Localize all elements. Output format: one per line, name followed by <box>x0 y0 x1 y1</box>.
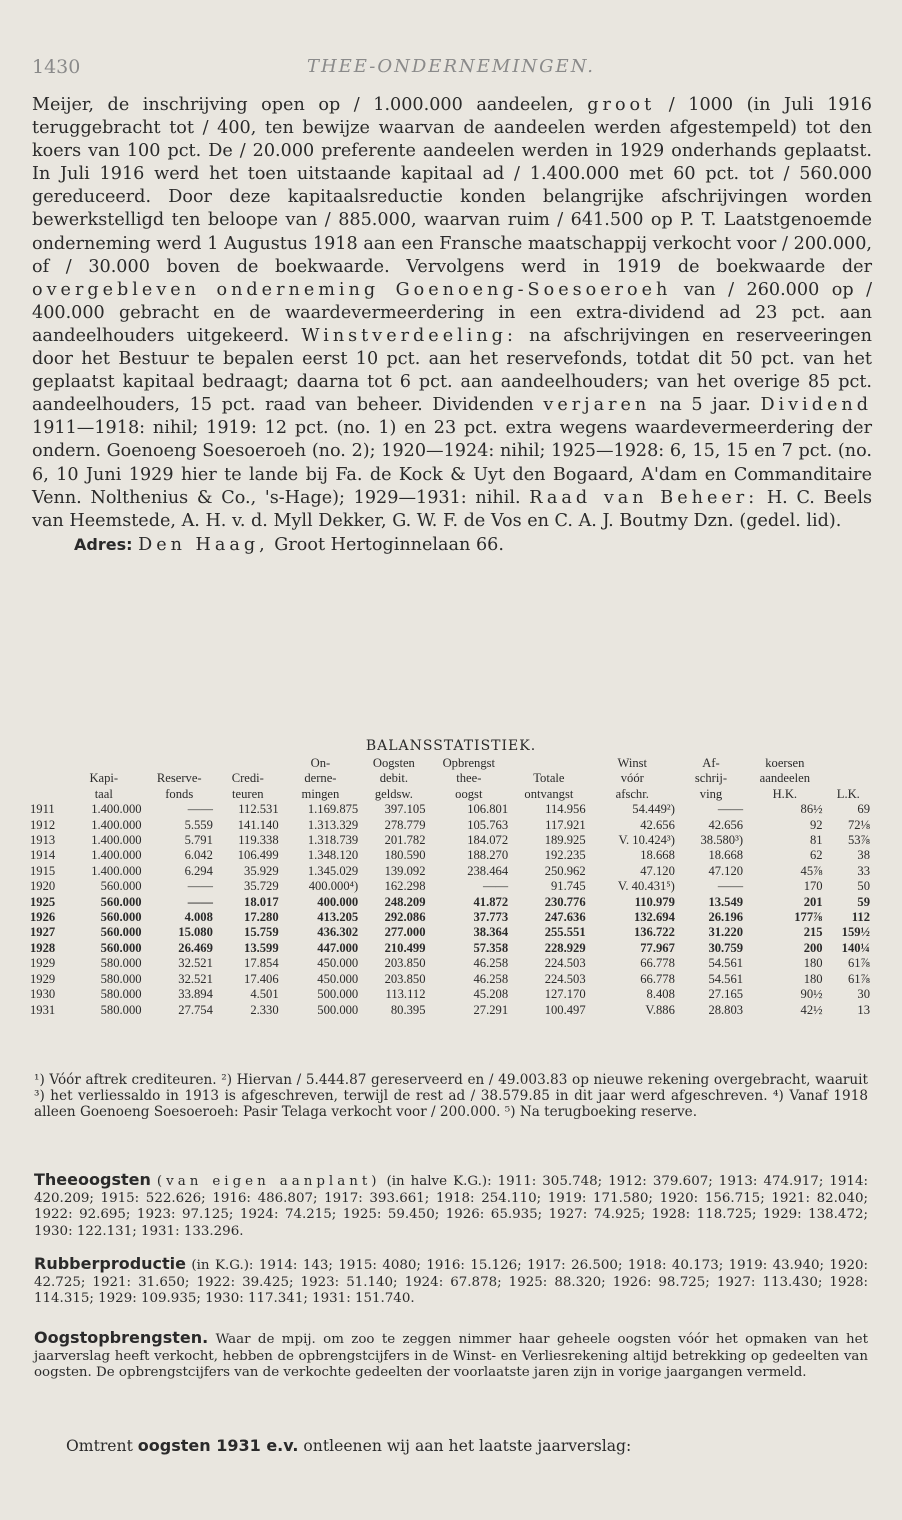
table-cell: 57.358 <box>473 940 509 955</box>
balance-statistics-title: BALANSSTATISTIEK. <box>365 738 537 754</box>
table-cell: 13 <box>857 1002 870 1017</box>
table-cell: 26.196 <box>708 910 744 925</box>
year-cell: 1915 <box>30 863 56 878</box>
table-cell: 1.313.329 <box>307 817 359 832</box>
table-cell: 90½ <box>800 987 823 1002</box>
table-row <box>30 1003 872 1018</box>
spaced-term: overgebleven onderneming Goenoeng-Soesoeroeh <box>32 279 672 300</box>
table-cell: 2.330 <box>250 1002 279 1017</box>
year-cell: 1912 <box>30 817 56 832</box>
table-cell: 28.803 <box>708 1002 744 1017</box>
table-cell: 450.000 <box>317 956 359 971</box>
column-header: Credi- <box>231 771 264 786</box>
table-row <box>30 833 872 848</box>
table-row <box>30 864 872 879</box>
table-cell: 30 <box>857 987 870 1002</box>
table-cell: 47.120 <box>640 863 675 878</box>
table-header-row <box>30 771 872 786</box>
column-header: Totale <box>533 771 565 786</box>
paragraph-text: H. C. Beels van Heemstede, A. H. v. d. Myll Dekker, G. W. F. de Vos en C. A. J. Boutmy Dzn. (gedel. lid). <box>32 487 872 531</box>
column-header: Reserve- <box>156 771 202 786</box>
table-cell: 200 <box>803 940 823 955</box>
column-header: mingen <box>301 786 340 801</box>
table-cell: 114.956 <box>545 802 586 817</box>
table-cell: 1.400.000 <box>91 833 142 848</box>
main-paragraph <box>32 94 872 533</box>
column-header: thee- <box>456 771 482 786</box>
column-header <box>64 756 144 771</box>
year-cell: 1928 <box>30 940 56 955</box>
table-body <box>30 802 872 1018</box>
closing-tail: ontleenen wij aan het laatste jaarverslag: <box>298 1437 632 1455</box>
year-cell: 1930 <box>30 987 56 1002</box>
table-cell: 105.763 <box>467 817 509 832</box>
table-cell: 180 <box>803 971 823 986</box>
column-header: Oogsten <box>372 756 415 770</box>
column-header <box>510 756 588 771</box>
table-cell: 247.636 <box>544 910 586 925</box>
year-cell: 1911 <box>30 802 55 817</box>
table-row <box>30 956 872 971</box>
table-cell: 46.258 <box>473 971 509 986</box>
address-street: Groot Hertoginnelaan 66. <box>268 534 504 555</box>
table-cell: 5.791 <box>184 833 213 848</box>
paragraph-text: na afschrijvingen en reserveeringen door het Bestuur te bepalen eerst 10 pct. aan het reservefonds, totdat dit 50 pct. van het geplaatst kapitaal bedraagt; daarna tot 6 pct. aan aandeelhouders; van het overige 85 pct. aandeelhouders, 15 pct. raad van beheer. Dividenden <box>32 325 873 416</box>
column-header: aandeelen <box>759 771 810 786</box>
table-cell: 224.503 <box>544 971 586 986</box>
column-header: derne- <box>304 771 337 786</box>
table-cell: 238.464 <box>467 863 509 878</box>
table-cell: 13.549 <box>708 894 744 909</box>
company-description <box>32 94 872 557</box>
table-cell: 136.722 <box>633 925 675 940</box>
table-cell: —— <box>482 879 509 894</box>
table-cell: 47.120 <box>708 863 744 878</box>
table-cell: 42.656 <box>640 817 675 832</box>
table-row <box>30 848 872 863</box>
table-cell: 500.000 <box>317 1002 359 1017</box>
table-cell: 38.580³) <box>700 833 744 848</box>
rubber-production-heading: Rubberproductie <box>34 1254 187 1273</box>
table-cell: 188.270 <box>467 848 509 863</box>
column-header <box>825 771 872 786</box>
table-cell: 201.782 <box>384 833 426 848</box>
table-cell: 27.754 <box>178 1002 213 1017</box>
table-row <box>30 802 872 817</box>
column-header: oogst <box>455 786 483 801</box>
table-cell: 400.000 <box>317 894 359 909</box>
table-cell: 46.258 <box>473 956 509 971</box>
table-cell: 35.729 <box>244 879 279 894</box>
table-cell: V.886 <box>645 1002 675 1017</box>
table-cell: 17.280 <box>244 910 279 925</box>
column-header: Opbrengst <box>442 756 496 770</box>
tea-harvest-section <box>34 1172 868 1240</box>
table-cell: 110.979 <box>634 894 675 909</box>
running-header <box>0 56 902 84</box>
table-cell: 560.000 <box>100 925 142 940</box>
table-cell: 54.561 <box>708 971 744 986</box>
table-footnotes <box>34 1072 868 1121</box>
table-cell: 192.235 <box>544 848 586 863</box>
table-cell: 1.348.120 <box>307 848 359 863</box>
table-cell: 117.921 <box>545 817 586 832</box>
table-cell: 112.531 <box>238 802 279 817</box>
table-cell: 127.170 <box>544 987 586 1002</box>
column-header: Kapi- <box>89 771 119 786</box>
spaced-term: groot <box>587 95 656 115</box>
table-cell: 112 <box>851 910 870 925</box>
table-cell: 26.469 <box>178 940 213 955</box>
year-cell: 1926 <box>30 910 56 925</box>
column-header <box>144 756 215 771</box>
column-header: Af- <box>702 756 720 770</box>
table-cell: 162.298 <box>384 879 426 894</box>
table-cell: 500.000 <box>317 987 359 1002</box>
table-cell: 397.105 <box>384 802 426 817</box>
table-cell: 17.406 <box>244 971 279 986</box>
year-cell: 1914 <box>30 848 56 863</box>
table-cell: 91.745 <box>551 879 586 894</box>
harvest-revenue-section <box>34 1330 868 1382</box>
table-cell: 159½ <box>841 925 870 940</box>
table-row <box>30 818 872 833</box>
table-cell: 180.590 <box>384 848 426 863</box>
column-header: Winst <box>617 756 648 770</box>
table-cell: 17.854 <box>244 956 279 971</box>
table-cell: 66.778 <box>640 956 675 971</box>
table-cell: 1.400.000 <box>91 817 142 832</box>
table-cell: —— <box>187 802 213 817</box>
table-header-row <box>30 756 872 771</box>
column-header <box>215 756 281 771</box>
table-cell: 580.000 <box>100 971 142 986</box>
table-cell: 180 <box>803 956 823 971</box>
table-cell: 1.345.029 <box>307 863 359 878</box>
table-cell: 8.408 <box>646 987 675 1002</box>
table-cell: 62 <box>810 848 823 863</box>
rubber-production-text: (in K.G.): 1914: 143; 1915: 4080; 1916: 15.126; 1917: 26.500; 1918: 40.173; 1919: 43.940; 1920: 42.725; 1921: 31.650; 1922: 39.425; 1923: 51.140; 1924: 67.878; 1925: 88.320; 1926: 98.725; 1927: 113.430; 1928: 114.315; 1929: 109.935; 1930: 117.341; 1931: 151.740. <box>34 1258 868 1307</box>
year-cell: 1925 <box>30 894 56 909</box>
harvest-revenue-text: Waar de mpij. om zoo te zeggen nimmer haar geheele oogsten vóór het opmaken van het jaarverslag heeft verkocht, hebben de opbrengstcijfers in de Winst- en Verliesrekening altijd betrekking op gedeelten van oogsten. De opbrengstcijfers van de verkochte gedeelten der voorlaatste jaren zijn in vorige jaargangen vermeld. <box>34 1332 868 1381</box>
closing-bold: oogsten 1931 e.v. <box>137 1436 299 1455</box>
table-cell: 230.776 <box>544 894 586 909</box>
table-row <box>30 972 872 987</box>
table-cell: 27.291 <box>473 1002 509 1017</box>
table-row <box>30 941 872 956</box>
page-number: 1430 <box>32 56 81 78</box>
table-cell: 37.773 <box>473 910 509 925</box>
paragraph-text: / 1000 (in Juli 1916 teruggebracht tot / 400, ten bewijze waarvan de aandeelen werden afgestempeld) tot den koers van 100 pct. De / 20.000 preferente aandeelen werden in 1929 onderhands geplaatst. In Juli 1916 werd het toen uitstaande kapitaal ad / 1.400.000 met 60 pct. tot / 560.000 gereduceerd. Door deze kapitaalsreductie konden belangrijke afschrijvingen worden bewerkstelligd ten beloope van / 885.000, waarvan ruim / 641.500 op P. T. Laatstgenoemde onderneming werd 1 Augustus 1918 aan een Fransche maatschappij verkocht voor / 200.000, of / 30.000 boven de boekwaarde. Vervolgens werd in 1919 de boekwaarde der <box>32 95 872 277</box>
closing-lead: Omtrent <box>66 1437 138 1455</box>
spaced-term: verjaren <box>543 395 651 416</box>
table-cell: 1.400.000 <box>91 802 142 817</box>
tea-harvest-qualifier: (van eigen aanplant) <box>156 1174 381 1189</box>
table-cell: 106.801 <box>467 802 509 817</box>
column-header: ving <box>699 786 723 801</box>
table-cell: 38 <box>857 848 870 863</box>
table-cell: 580.000 <box>100 956 142 971</box>
column-header: On- <box>310 756 331 770</box>
table-cell: 61⅞ <box>847 956 870 971</box>
table-cell: 92 <box>810 817 823 832</box>
table-cell: 255.551 <box>544 925 586 940</box>
table-cell: 139.092 <box>384 863 426 878</box>
table-cell: 277.000 <box>384 925 426 940</box>
column-header: L.K. <box>836 786 860 801</box>
table-cell: 203.850 <box>384 956 426 971</box>
table-cell: 140¼ <box>841 940 870 955</box>
table-cell: 560.000 <box>100 910 142 925</box>
table-cell: 69 <box>857 802 870 817</box>
table-cell: V. 40.431⁵) <box>617 879 675 894</box>
table-cell: 189.925 <box>544 833 586 848</box>
table-cell: 54.449²) <box>632 802 675 817</box>
column-header: ontvangst <box>524 786 574 801</box>
column-header: H.K. <box>772 786 798 801</box>
table-cell: 248.209 <box>384 894 426 909</box>
column-header: vóór <box>620 771 644 786</box>
table-cell: 5.559 <box>184 817 213 832</box>
table-cell: V. 10.424³) <box>618 833 675 848</box>
table-cell: 6.294 <box>184 863 213 878</box>
table-cell: 228.929 <box>544 940 586 955</box>
table-cell: 41.872 <box>473 894 509 909</box>
table-cell: 33 <box>857 863 870 878</box>
table-cell: 15.080 <box>178 925 213 940</box>
column-header: debit. <box>379 771 409 786</box>
table-cell: 18.017 <box>244 894 279 909</box>
tea-harvest-text: (in halve K.G.): 1911: 305.748; 1912: 379.607; 1913: 474.917; 1914: 420.209; 1915: 522.626; 1916: 486.807; 1917: 393.661; 1918: 254.110; 1919: 171.580; 1920: 156.715; 1921: 82.040; 1922: 92.695; 1923: 97.125; 1924: 74.215; 1925: 59.450; 1926: 65.935; 1927: 74.925; 1928: 118.725; 1929: 138.472; 1930: 122.131; 1931: 133.296. <box>34 1174 868 1239</box>
table-cell: 42½ <box>800 1002 823 1017</box>
table-cell: 560.000 <box>100 940 142 955</box>
table-cell: 30.759 <box>708 940 744 955</box>
table-cell: 72⅛ <box>847 817 870 832</box>
table-cell: 32.521 <box>178 956 213 971</box>
table-cell: 32.521 <box>178 971 213 986</box>
table-cell: 1.318.739 <box>307 833 359 848</box>
table-cell: 580.000 <box>100 1002 142 1017</box>
table-cell: 400.000⁴) <box>308 879 359 894</box>
table-cell: 177⅞ <box>794 910 823 925</box>
year-cell: 1927 <box>30 925 56 940</box>
spaced-term: Dividend <box>760 395 873 416</box>
table-cell: 1.400.000 <box>91 863 142 878</box>
table-cell: —— <box>717 802 744 817</box>
table-cell: 250.962 <box>544 863 586 878</box>
year-cell: 1913 <box>30 833 56 848</box>
column-header: geldsw. <box>374 786 413 801</box>
table-cell: 59 <box>857 894 870 909</box>
column-header <box>30 756 64 771</box>
column-header: fonds <box>165 786 194 801</box>
rubber-production-section <box>34 1256 868 1308</box>
table-cell: 224.503 <box>544 956 586 971</box>
table-cell: 292.086 <box>384 910 426 925</box>
table-cell: 1.169.875 <box>307 802 359 817</box>
table-cell: 42.656 <box>708 817 744 832</box>
paragraph-text: van / 260.000 op / 400.000 gebracht en de waardevermeerdering in een extra-dividend ad 23 pct. aan aandeelhouders uitgekeerd. <box>32 279 872 346</box>
table-cell: 81 <box>810 833 823 848</box>
table-cell: 141.140 <box>237 817 279 832</box>
running-title: THEE-ONDERNEMINGEN. <box>306 56 596 77</box>
table-cell: 77.967 <box>640 940 675 955</box>
table-cell: 215 <box>803 925 823 940</box>
table-cell: 4.008 <box>184 910 213 925</box>
column-header <box>825 756 872 771</box>
column-header: afschr. <box>615 786 649 801</box>
table-cell: —— <box>717 879 744 894</box>
table-cell: 447.000 <box>317 940 359 955</box>
table-cell: 210.499 <box>384 940 426 955</box>
year-cell: 1931 <box>30 1002 56 1017</box>
table-cell: 4.501 <box>250 987 279 1002</box>
address-city: Den Haag, <box>138 534 269 555</box>
table-cell: —— <box>187 894 213 909</box>
table-header-row <box>30 787 872 802</box>
table-cell: 35.929 <box>244 863 279 878</box>
spaced-term: Winstverdeeling: <box>301 325 517 346</box>
table-cell: 45.208 <box>473 987 509 1002</box>
table-cell: 170 <box>803 879 823 894</box>
address-label: Adres: <box>74 534 133 554</box>
table-cell: 580.000 <box>100 987 142 1002</box>
footnotes-text: ¹) Vóór aftrek crediteuren. ²) Hiervan / 5.444.87 gereserveerd en / 49.003.83 op nieuwe rekening overgebracht, waaruit ³) het verliessaldo in 1913 is afgeschreven, terwijl de rest ad / 38.579.85 in dit jaar werd afgeschreven. ⁴) Vanaf 1918 alleen Goenoeng Soesoeroeh: Pasir Telaga verkocht voor / 200.000. ⁵) Na terugboeking reserve. <box>34 1072 868 1121</box>
paragraph-text: Meijer, de inschrijving open op / 1.000.000 aandeelen, <box>32 95 588 115</box>
table-cell: 278.779 <box>384 817 426 832</box>
table-cell: 1.400.000 <box>91 848 142 863</box>
closing-line <box>66 1436 866 1455</box>
table-row <box>30 895 872 910</box>
table-cell: —— <box>187 879 213 894</box>
table-cell: 119.338 <box>238 833 279 848</box>
column-header <box>30 787 64 802</box>
table-cell: 6.042 <box>184 848 213 863</box>
year-cell: 1929 <box>30 971 56 986</box>
column-header: taal <box>94 786 113 801</box>
year-cell: 1929 <box>30 956 56 971</box>
tea-harvest-heading: Theeoogsten <box>34 1170 151 1189</box>
table-cell: 15.759 <box>244 925 279 940</box>
table-cell: 184.072 <box>467 833 509 848</box>
table-cell: 45⅞ <box>800 863 823 878</box>
table-header <box>30 756 872 802</box>
table-cell: 33.894 <box>178 987 213 1002</box>
harvest-revenue-heading: Oogstopbrengsten. <box>34 1328 209 1347</box>
table-cell: 18.668 <box>708 848 744 863</box>
spaced-term: Raad van Beheer: <box>529 487 759 508</box>
table-cell: 203.850 <box>384 971 426 986</box>
paragraph-text: na 5 jaar. <box>650 395 761 416</box>
table-cell: 53⅞ <box>847 833 870 848</box>
table-cell: 50 <box>857 879 870 894</box>
table-row <box>30 879 872 894</box>
address-line <box>74 533 872 557</box>
table-cell: 61⅞ <box>847 971 870 986</box>
table-cell: 18.668 <box>640 848 675 863</box>
table-cell: 450.000 <box>317 971 359 986</box>
table-cell: 27.165 <box>708 987 744 1002</box>
table-cell: 106.499 <box>237 848 279 863</box>
column-header: teuren <box>232 786 264 801</box>
paragraph-text: 1911—1918: nihil; 1919: 12 pct. (no. 1) en 23 pct. extra wegens waardevermeerdering der ondern. Goenoeng Soesoeroeh (no. 2); 1920—1924: nihil; 1925—1928: 6, 15, 15 en 7 pct. (no. 6, 10 Juni 1929 hier te lande bij Fa. de Kock & Uyt den Bogaard, A'dam en Commanditaire Venn. Nolthenius & Co., 's-Hage); 1929—1931: nihil. <box>32 418 872 508</box>
table-cell: 66.778 <box>640 971 675 986</box>
table-row <box>30 910 872 925</box>
table-cell: 54.561 <box>708 956 744 971</box>
year-cell: 1920 <box>30 879 56 894</box>
table-cell: 113.112 <box>385 987 426 1002</box>
table-row <box>30 925 872 940</box>
table-cell: 132.694 <box>633 910 675 925</box>
table-cell: 413.205 <box>317 910 359 925</box>
column-header: koersen <box>765 756 805 770</box>
table-row <box>30 987 872 1002</box>
table-cell: 560.000 <box>100 894 142 909</box>
column-header <box>30 771 64 786</box>
table-cell: 38.364 <box>473 925 509 940</box>
balance-statistics-table <box>30 756 872 1018</box>
table-cell: 13.599 <box>244 940 279 955</box>
column-header: schrij- <box>694 771 728 786</box>
table-cell: 86½ <box>800 802 823 817</box>
table-cell: 436.302 <box>317 925 359 940</box>
table-cell: 100.497 <box>544 1002 586 1017</box>
table-cell: 560.000 <box>100 879 142 894</box>
table-cell: 80.395 <box>390 1002 426 1017</box>
table-cell: 201 <box>803 894 823 909</box>
table-cell: 31.220 <box>708 925 744 940</box>
